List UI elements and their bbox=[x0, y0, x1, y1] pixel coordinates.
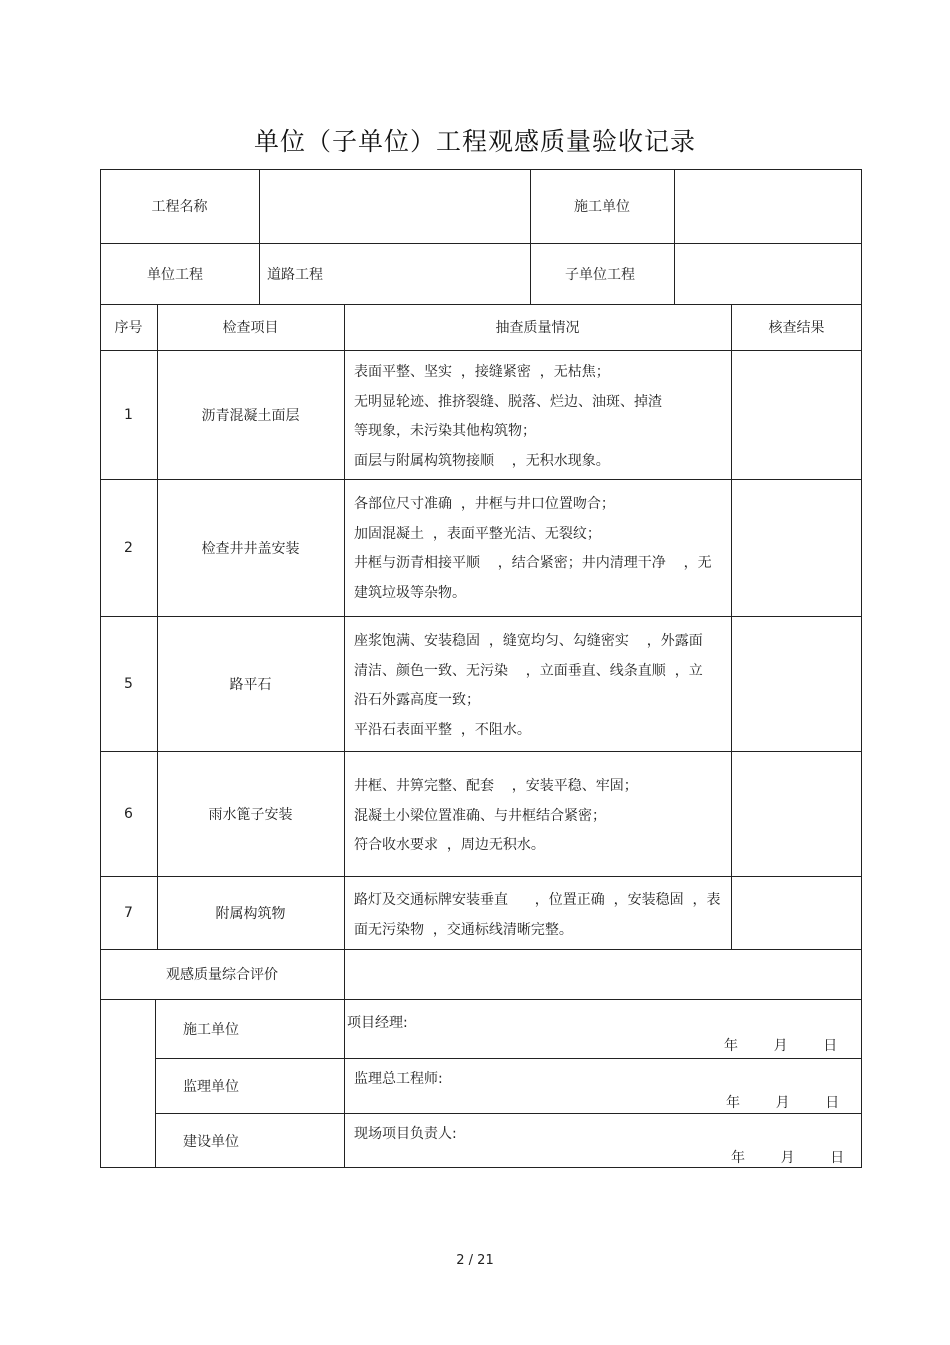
row-result bbox=[731, 350, 862, 479]
row-item: 沥青混凝土面层 bbox=[201, 407, 300, 424]
evaluation-value bbox=[354, 949, 862, 999]
quality-line: 井框与沥青相接平顺 ，结合紧密；井内清理干净 ，无 bbox=[354, 555, 712, 571]
evaluation-label: 观感质量综合评价 bbox=[166, 967, 278, 983]
column-header-quality: 抽查质量情况 bbox=[495, 320, 580, 336]
signature-role-contractor: 项目经理: bbox=[347, 1015, 408, 1031]
quality-line: 各部位尺寸准确 ，井框与井口位置吻合； bbox=[354, 496, 615, 512]
row-seq: 6 bbox=[124, 805, 133, 822]
unit-project-value: 道路工程 bbox=[267, 266, 323, 283]
quality-line: 等现象，未污染其他构筑物； bbox=[354, 423, 536, 439]
signature-date-owner: 年 月 日 bbox=[731, 1150, 845, 1166]
contractor-label: 施工单位 bbox=[574, 199, 630, 215]
row-item: 雨水篦子安装 bbox=[208, 806, 293, 823]
signature-role-supervisor: 监理总工程师: bbox=[354, 1071, 443, 1087]
row-seq: 5 bbox=[124, 675, 133, 692]
row-result bbox=[731, 876, 862, 949]
unit-project-label: 单位工程 bbox=[147, 266, 203, 283]
sub-unit-project-value bbox=[683, 243, 862, 304]
row-quality bbox=[354, 886, 721, 945]
column-header-item: 检查项目 bbox=[222, 320, 279, 336]
contractor-value bbox=[683, 169, 862, 243]
quality-line: 建筑垃圾等杂物。 bbox=[354, 584, 466, 601]
signature-date-contractor: 年 月 日 bbox=[724, 1038, 838, 1054]
row-quality bbox=[354, 358, 662, 476]
row-item: 检查井井盖安装 bbox=[201, 540, 300, 557]
signature-date-supervisor: 年 月 日 bbox=[726, 1095, 840, 1111]
row-item: 附属构筑物 bbox=[215, 905, 286, 922]
quality-line: 路灯及交通标牌安装垂直 ，位置正确 ，安装稳固 ，表 bbox=[354, 892, 721, 908]
row-quality bbox=[354, 490, 712, 608]
project-name-value bbox=[268, 169, 530, 243]
row-seq: 1 bbox=[124, 406, 133, 423]
column-header-result: 核查结果 bbox=[768, 320, 825, 336]
col-divider bbox=[344, 304, 345, 1168]
page-number: 2 / 21 bbox=[456, 1253, 494, 1268]
quality-line: 无明显轮迹、推挤裂缝、脱落、烂边、油斑、掉渣 bbox=[354, 393, 662, 410]
quality-line: 沿石外露高度一致； bbox=[354, 692, 480, 708]
quality-line: 清洁、颜色一致、无污染 ，立面垂直、线条直顺 ，立 bbox=[354, 662, 703, 679]
col-divider bbox=[674, 169, 675, 304]
project-name-label: 工程名称 bbox=[151, 199, 208, 215]
row-result bbox=[731, 479, 862, 616]
row-result bbox=[731, 751, 862, 876]
row-quality bbox=[354, 627, 703, 745]
quality-line: 混凝土小梁位置准确、与井框结合紧密； bbox=[354, 807, 606, 824]
signature-role-owner: 现场项目负责人: bbox=[354, 1126, 457, 1142]
col-divider bbox=[259, 169, 260, 304]
quality-line: 符合收水要求 ，周边无积水。 bbox=[354, 837, 545, 853]
quality-line: 井框、井箅完整、配套 ，安装平稳、牢固； bbox=[354, 778, 638, 794]
signature-org-contractor: 施工单位 bbox=[183, 1021, 239, 1038]
quality-line: 加固混凝土 ，表面平整光洁、无裂纹； bbox=[354, 525, 601, 542]
column-header-seq: 序号 bbox=[114, 320, 143, 336]
document-title: 单位（子单位）工程观感质量验收记录 bbox=[253, 127, 696, 156]
quality-line: 座浆饱满、安装稳固 ，缝宽均匀、勾缝密实 ，外露面 bbox=[354, 633, 703, 649]
quality-line: 表面平整、坚实 ，接缝紧密 ，无枯焦； bbox=[354, 364, 610, 380]
quality-line: 平沿石表面平整 ，不阻水。 bbox=[354, 721, 531, 738]
row-seq: 2 bbox=[124, 539, 133, 556]
signature-org-supervisor: 监理单位 bbox=[183, 1078, 239, 1095]
row-seq: 7 bbox=[124, 904, 133, 921]
sub-unit-project-label: 子单位工程 bbox=[565, 266, 635, 283]
row-result bbox=[731, 616, 862, 751]
quality-line: 面无污染物 ，交通标线清晰完整。 bbox=[354, 921, 573, 938]
signature-org-owner: 建设单位 bbox=[183, 1133, 239, 1150]
quality-line: 面层与附属构筑物接顺 ，无积水现象。 bbox=[354, 452, 610, 469]
row-quality bbox=[354, 772, 638, 861]
row-item: 路平石 bbox=[229, 676, 272, 693]
